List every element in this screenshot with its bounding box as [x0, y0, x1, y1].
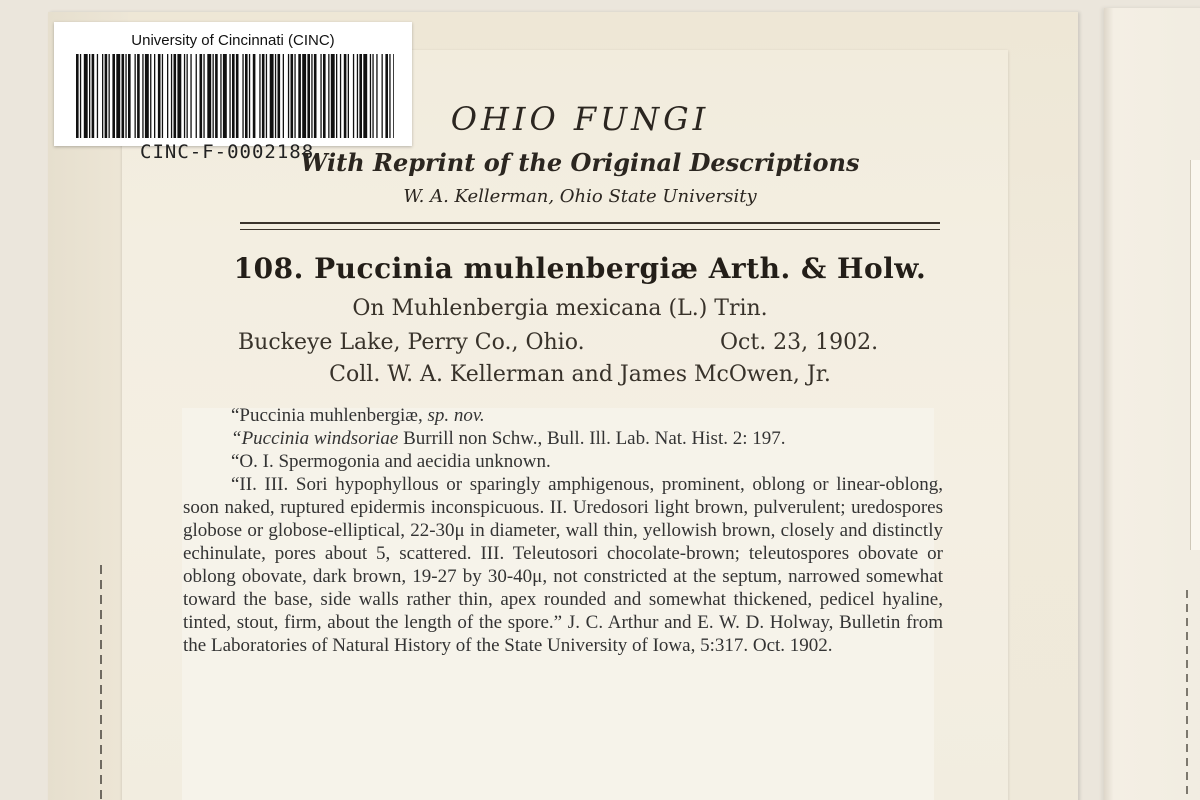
- desc-synonym-ref: Burrill non Schw., Bull. Ill. Lab. Nat. Hist. 2: 197.: [403, 428, 786, 449]
- collectors-line: Coll. W. A. Kellerman and James McOwen, Jr.: [329, 362, 831, 387]
- series-title: OHIO FUNGI: [450, 100, 710, 138]
- collection-date: Oct. 23, 1902.: [720, 330, 879, 355]
- catalog-number: CINC-F-0002188: [140, 141, 315, 163]
- locality: Buckeye Lake, Perry Co., Ohio.: [238, 330, 585, 355]
- desc-synonym-name: “Puccinia windsoriae: [231, 428, 399, 449]
- host-line: On Muhlenbergia mexicana (L.) Trin.: [352, 296, 768, 321]
- desc-name: “Puccinia muhlenbergiæ,: [231, 405, 423, 426]
- barcode-icon: [76, 54, 394, 138]
- species-heading: 108. Puccinia muhlenbergiæ Arth. & Holw.: [233, 252, 927, 285]
- dashed-fold-line: [1186, 590, 1188, 800]
- desc-paragraph: “O. I. Spermogonia and aecidia unknown.: [231, 451, 551, 472]
- double-rule: [240, 222, 940, 230]
- institution-name: University of Cincinnati (CINC): [131, 32, 335, 49]
- series-author: W. A. Kellerman, Ohio State University: [403, 186, 757, 207]
- desc-note: sp. nov.: [427, 405, 485, 426]
- barcode-label: [54, 22, 412, 163]
- desc-line-name: [183, 404, 943, 427]
- series-subtitle: With Reprint of the Original Descriptions: [300, 148, 860, 177]
- original-description: [183, 404, 943, 657]
- paper-strip: [1190, 160, 1200, 550]
- dashed-fold-line: [100, 565, 102, 800]
- desc-synonym: [183, 427, 943, 450]
- desc-paragraph: “II. III. Sori hypophyllous or sparingly amphigenous, prominent, oblong or linear-oblong, soon naked, ruptured epidermis inconspicuous. II. Uredosori light brown, pulverulent; uredospores globose or globose-elliptical, 22-30μ in diameter, wall thin, yellowish brown, closely and distinctly echinulate, pores about 5, scattered. III. Teleutosori chocolate-brown; teleutospores obovate or oblong obovate, dark brown, 19-27 by 30-40μ, not constricted at the septum, narrowed somewhat toward the base, side walls rather thin, apex rounded and somewhat thickened, pedicel hyaline, tinted, stout, firm, about the length of the spore.” J. C. Arthur and E. W. D. Holway, Bulletin from the Laboratories of Natural History of the State University of Iowa, 5:317. Oct. 1902.: [183, 474, 943, 656]
